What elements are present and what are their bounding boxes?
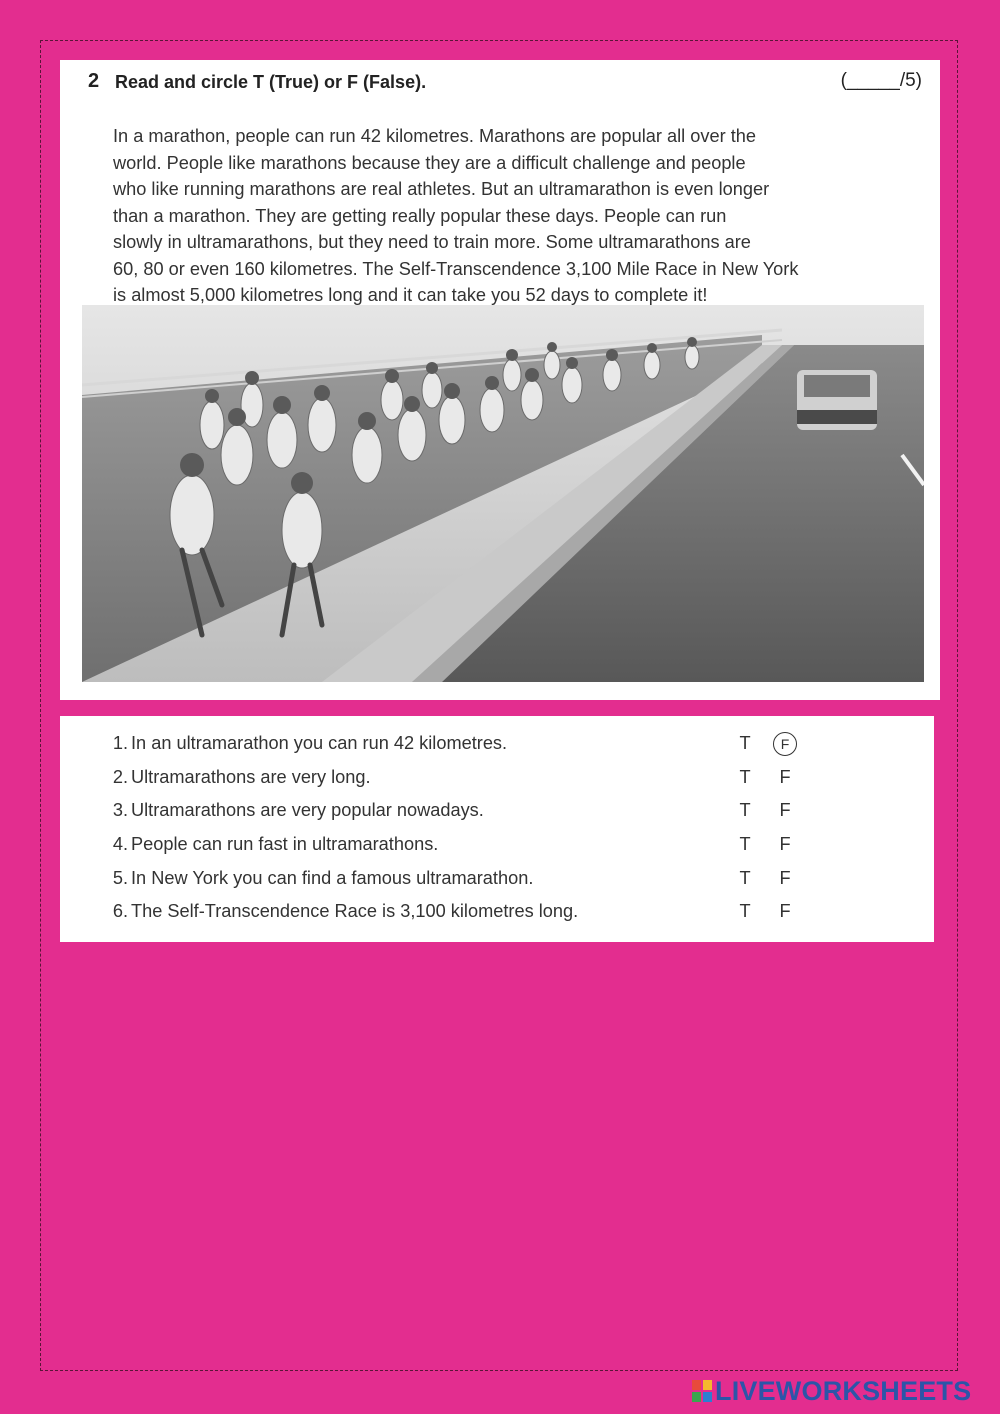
question-number: 6. [112, 901, 128, 921]
question-text: In an ultramarathon you can run 42 kilometres. [131, 733, 508, 753]
option-true[interactable]: T [739, 733, 751, 753]
liveworksheets-watermark [692, 1376, 971, 1406]
question-row [60, 868, 934, 902]
liveworksheets-logo-icon [692, 1380, 712, 1402]
exercise-number: 2 [88, 70, 100, 92]
question-number: 4. [112, 834, 128, 854]
question-number: 5. [112, 868, 128, 888]
passage-line: world. People like marathons because they are a difficult challenge and people [113, 152, 746, 173]
watermark-text: LIVEWORKSHEETS [715, 1375, 972, 1406]
exercise-instruction: Read and circle T (True) or F (False). [115, 72, 427, 92]
question-number: 2. [112, 767, 128, 787]
option-true[interactable]: T [739, 800, 751, 820]
option-true[interactable]: T [739, 767, 751, 787]
option-false[interactable]: F [779, 800, 791, 820]
question-row [60, 733, 934, 767]
passage-line: 60, 80 or even 160 kilometres. The Self-Transcendence 3,100 Mile Race in New York [113, 258, 799, 279]
question-text: The Self-Transcendence Race is 3,100 kilometres long. [131, 901, 579, 921]
passage-line: who like running marathons are real athletes. But an ultramarathon is even longer [113, 179, 770, 199]
question-text: In New York you can find a famous ultramarathon. [131, 868, 534, 888]
option-true[interactable]: T [739, 834, 751, 854]
passage-line: than a marathon. They are getting really popular these days. People can run [113, 205, 727, 226]
score-field: (_____/5) [840, 70, 922, 91]
question-text: People can run fast in ultramarathons. [131, 834, 439, 854]
option-false-circled[interactable] [776, 733, 794, 756]
option-false[interactable]: F [779, 868, 791, 888]
question-text: Ultramarathons are very popular nowadays. [131, 800, 484, 820]
question-number: 3. [112, 800, 128, 820]
questions-panel [60, 716, 934, 942]
marathon-photo [82, 305, 924, 682]
question-text: Ultramarathons are very long. [131, 767, 371, 787]
question-row [60, 901, 934, 935]
question-row [60, 767, 934, 801]
option-false[interactable]: F [779, 767, 791, 787]
circled-answer: F [773, 732, 797, 756]
option-false[interactable]: F [779, 901, 791, 921]
option-true[interactable]: T [739, 901, 751, 921]
passage-line: slowly in ultramarathons, but they need to train more. Some ultramarathons are [113, 232, 751, 252]
option-true[interactable]: T [739, 868, 751, 888]
passage-line: is almost 5,000 kilometres long and it can take you 52 days to complete it! [113, 285, 708, 305]
marathon-photo-illustration [82, 305, 924, 682]
question-row [60, 800, 934, 834]
passage-line: In a marathon, people can run 42 kilometres. Marathons are popular all over the [113, 126, 756, 146]
question-row [60, 834, 934, 868]
option-false[interactable]: F [779, 834, 791, 854]
question-number: 1. [112, 733, 128, 753]
reading-passage [113, 123, 873, 309]
